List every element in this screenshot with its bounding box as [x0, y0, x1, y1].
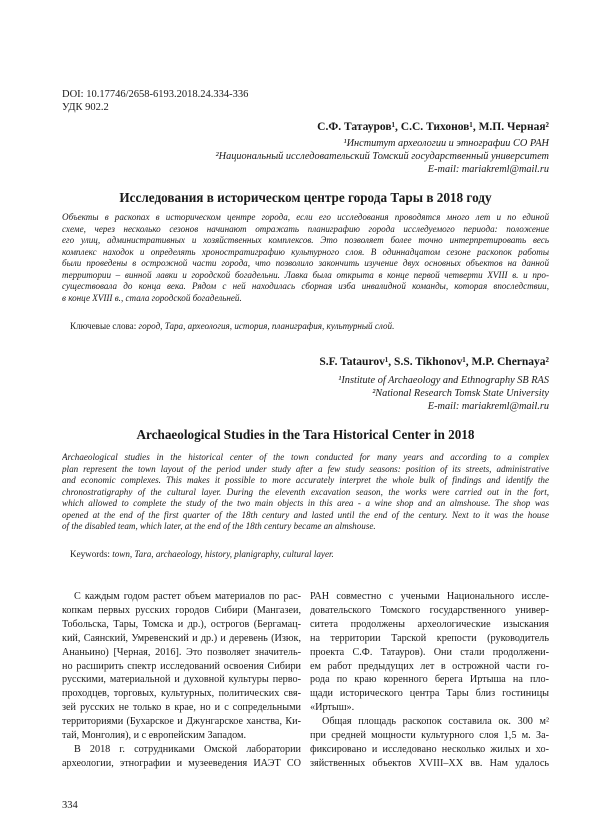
body-line: археологии, этнографии и музееведения ИАЭТ СО [62, 757, 301, 769]
ru-keywords-text: город, Тара, археология, история, планиграфия, культурный слой. [138, 321, 395, 331]
body-line: проекта С.Ф. Татауров). Они стали продолжени- [310, 646, 549, 658]
body-line: при средней мощности культурного слоя 1,5 м. За- [310, 730, 549, 742]
abstract-line: and economic complexes. This makes it possible to more accurately interpret the whole bulk of findings and identify the [62, 475, 549, 485]
abstract-line: комплекс находок и определять хроностратиграфию культурного слоя. В одиннадцатом сезоне раскопок работы [62, 246, 549, 257]
body-line: РАН совместно с учеными Национального иссле- [310, 591, 549, 602]
body-line: Общая площадь раскопок составила ок. 300 м² [322, 716, 549, 728]
body-line: фиксировано и исследовано несколько жилых и хо- [310, 743, 549, 755]
en-keywords-text: town, Tara, archaeology, history, planigraphy, cultural layer. [112, 549, 334, 559]
body-line: копкам первых русских городов Сибири (Мангазеи, [62, 604, 301, 616]
body-line: С каждым годом растет объем материалов по рас- [74, 591, 301, 602]
body-line: русскими, материальной и духовной культуры перво- [62, 674, 301, 686]
en-keywords [70, 548, 334, 560]
ru-email: E-mail: mariakreml@mail.ru [427, 164, 549, 175]
en-affiliation-2: ²National Research Tomsk State University [372, 388, 549, 399]
body-line: тай, Монголия), и с европейским Западом. [62, 730, 247, 742]
body-line: В 2018 г. сотрудниками Омской лаборатории [74, 743, 301, 755]
en-abstract [62, 452, 549, 533]
udc-code: УДК 902.2 [62, 102, 109, 113]
body-line: зей русских не только в крае, но и с сопредельными [62, 702, 301, 714]
body-column-left [62, 590, 301, 771]
body-line: щади исторического центра Тары близ гостиницы [310, 688, 549, 700]
ru-keywords [70, 320, 394, 332]
en-keywords-label: Keywords: [70, 549, 110, 559]
page-number: 334 [62, 800, 78, 811]
en-email: E-mail: mariakreml@mail.ru [427, 401, 549, 412]
body-column-right [310, 590, 549, 771]
body-line: но расширить спектр исследований освоения Сибири [62, 660, 301, 672]
body-line: «Иртыш». [310, 702, 355, 714]
en-affiliation-1: ¹Institute of Archaeology and Ethnography SB RAS [338, 375, 549, 386]
abstract-line: chronostratigraphy of the cultural layer. During the eleventh excavation season, the works were carried out in the fort, [62, 486, 549, 497]
body-line: Ананьино) [Черная, 2016]. Это позволяет значитель- [62, 646, 301, 658]
body-line: Тобольска, Тары, Томска и др.), острогов (Бергамац- [62, 618, 301, 630]
abstract-line: территории – винной лавки и городской богадельни. Лавка была открыта в конце первой четверти XVIII в. и про- [62, 269, 549, 280]
body-line: довательского Томского государственного универ- [310, 604, 549, 616]
ru-keywords-label: Ключевые слова: [70, 321, 137, 331]
en-authors: S.F. Tataurov¹, S.S. Tikhonov¹, M.P. Chernaya² [319, 356, 549, 368]
body-line: территориями (Бухарское и Джунгарское ханства, Ки- [62, 716, 301, 728]
body-line: ситета продолжены археологические изыскания [310, 618, 549, 630]
abstract-line: в конце XVIII в., стала городской богадельней. [62, 292, 242, 303]
abstract-line: Archaeological studies in the historical center of the town conducted for many years and according to a complex [62, 452, 549, 462]
body-line: рода по краю коренного берега Иртыша на пло- [310, 674, 549, 686]
en-title: Archaeological Studies in the Tara Historical Center in 2018 [136, 427, 475, 442]
body-line: ем работ предыдущих лет в острожной части го- [310, 660, 549, 672]
ru-title: Исследования в историческом центре города Тары в 2018 году [119, 190, 492, 205]
ru-authors: С.Ф. Татауров¹, С.С. Тихонов¹, М.П. Черная² [317, 121, 549, 133]
abstract-line: схеме, через несколько сезонов начинают отражать планиграфию города исследуемого периода: положение [62, 223, 549, 234]
ru-abstract [62, 212, 549, 304]
ru-affiliation-2: ²Национальный исследовательский Томский государственный университет [215, 151, 549, 162]
ru-affiliation-1: ¹Институт археологии и этнографии СО РАН [343, 138, 549, 149]
abstract-line: его улиц, административных и хозяйственных комплексов. Это позволяет более точно интерпретировать весь [62, 235, 549, 245]
abstract-line: были проведены в острожной части города, что позволило закончить изучение двух основных объектов на данной [62, 258, 549, 268]
abstract-line: of the disabled team, which later, at the end of the 18th century became an almshouse. [62, 521, 376, 531]
body-line: на территории Тарской крепости (руководитель [310, 632, 549, 644]
body-line: проходцев, торговых, культурных, политических свя- [62, 688, 301, 700]
abstract-line: plan represent the town layout of the period under study after a few study seasons: position of its streets, administrative [62, 463, 549, 474]
abstract-line: Объекты в раскопах в историческом центре города, если его исследования проводятся много лет и по единой [62, 212, 549, 222]
abstract-line: which allowed to complete the study of the two main objects in this area - a wine shop and an almshouse. The shop was [62, 498, 549, 508]
body-line: зяйственных объектов XVIII–XX вв. Нам удалось [310, 757, 549, 769]
body-line: кий, Саянский, Умревенский и др.) и деревень (Изюк, [62, 632, 301, 644]
abstract-line: существовала до конца века. Рядом с ней находилась сборная изба инвалидной команды, которая впоследствии, [62, 281, 549, 291]
abstract-line: opened at the end of the first quarter of the 18th century and lasted until the end of the century. Next to it was the house [62, 509, 549, 520]
doi: DOI: 10.17746/2658-6193.2018.24.334-336 [62, 89, 249, 100]
